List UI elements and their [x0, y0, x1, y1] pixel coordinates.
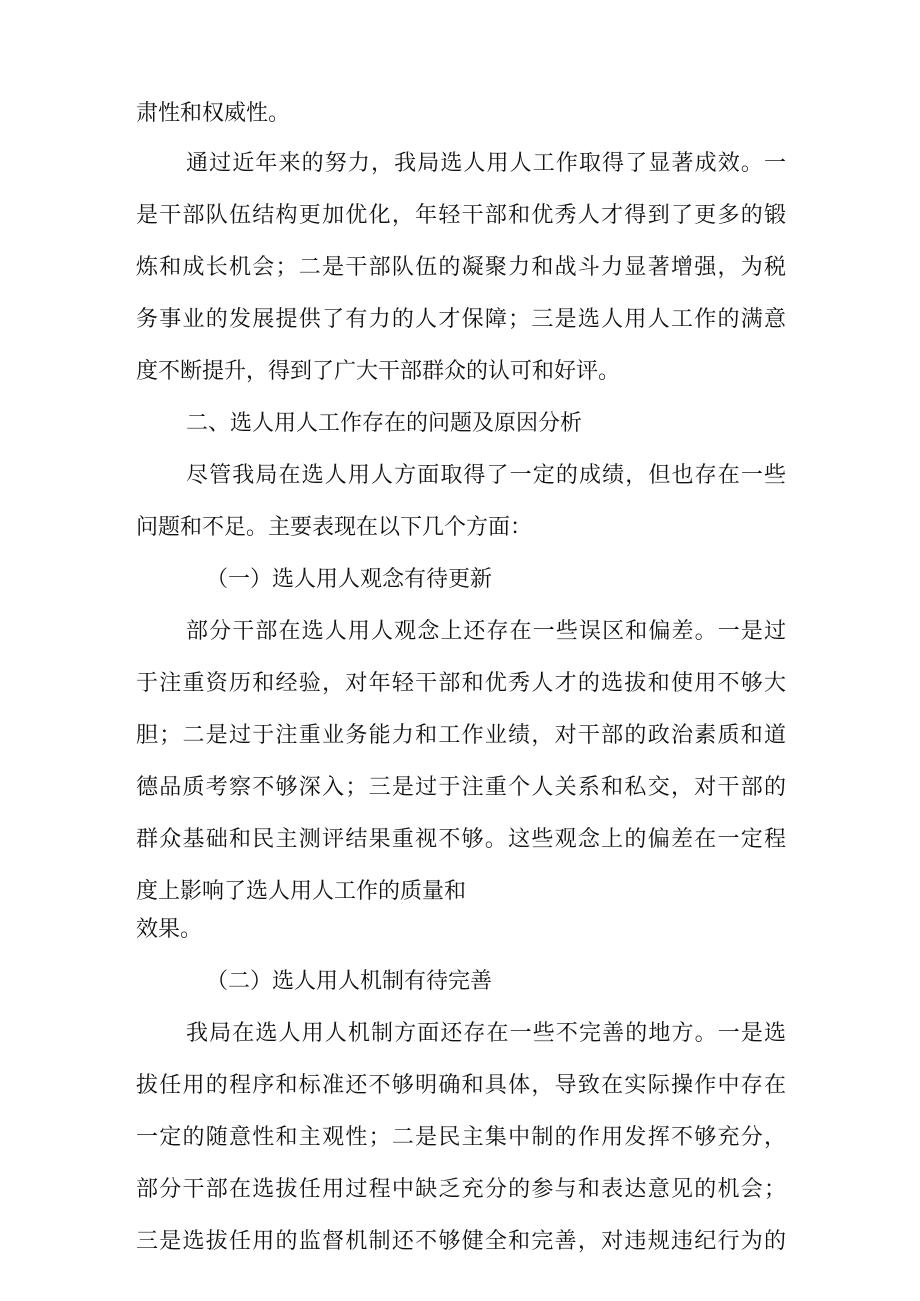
text-line: 胆；二是过于注重业务能力和工作业绩，对干部的政治素质和道 — [136, 723, 786, 748]
text-line: 务事业的发展提供了有力的人才保障；三是选人用人工作的满意 — [136, 307, 786, 332]
text-line: 是干部队伍结构更加优化，年轻干部和优秀人才得到了更多的锻 — [136, 203, 786, 228]
text-line: 我局在选人用人机制方面还存在一些不完善的地方。一是选 — [186, 1021, 786, 1046]
subsection-heading: （二）选人用人机制有待完善 — [206, 969, 493, 994]
text-line: 度不断提升，得到了广大干部群众的认可和好评。 — [136, 359, 621, 384]
text-line: 度上影响了选人用人工作的质量和 — [136, 879, 467, 904]
text-line: 肃性和权威性。 — [136, 101, 291, 126]
text-line: 德品质考察不够深入；三是过于注重个人关系和私交，对干部的 — [136, 775, 786, 800]
text-line: 于注重资历和经验，对年轻干部和优秀人才的选拔和使用不够大 — [136, 671, 786, 696]
text-line: 部分干部在选人用人观念上还存在一些误区和偏差。一是过 — [186, 619, 786, 644]
text-line: 部分干部在选拔任用过程中缺乏充分的参与和表达意见的机会； — [136, 1177, 786, 1202]
text-line: 一定的随意性和主观性；二是民主集中制的作用发挥不够充分， — [136, 1125, 786, 1150]
section-heading: 二、选人用人工作存在的问题及原因分析 — [186, 411, 583, 436]
text-line: 炼和成长机会；二是干部队伍的凝聚力和战斗力显著增强，为税 — [136, 255, 786, 280]
text-line: 群众基础和民主测评结果重视不够。这些观念上的偏差在一定程 — [136, 827, 786, 852]
text-line: 尽管我局在选人用人方面取得了一定的成绩，但也存在一些 — [186, 463, 786, 488]
text-line: 三是选拔任用的监督机制还不够健全和完善，对违规违纪行为的 — [136, 1229, 786, 1254]
subsection-heading: （一）选人用人观念有待更新 — [206, 567, 493, 592]
text-line: 拔任用的程序和标准还不够明确和具体，导致在实际操作中存在 — [136, 1073, 786, 1098]
text-line: 效果。 — [136, 917, 203, 942]
text-line: 通过近年来的努力，我局选人用人工作取得了显著成效。一 — [186, 151, 786, 176]
text-line: 问题和不足。主要表现在以下几个方面： — [136, 515, 533, 540]
